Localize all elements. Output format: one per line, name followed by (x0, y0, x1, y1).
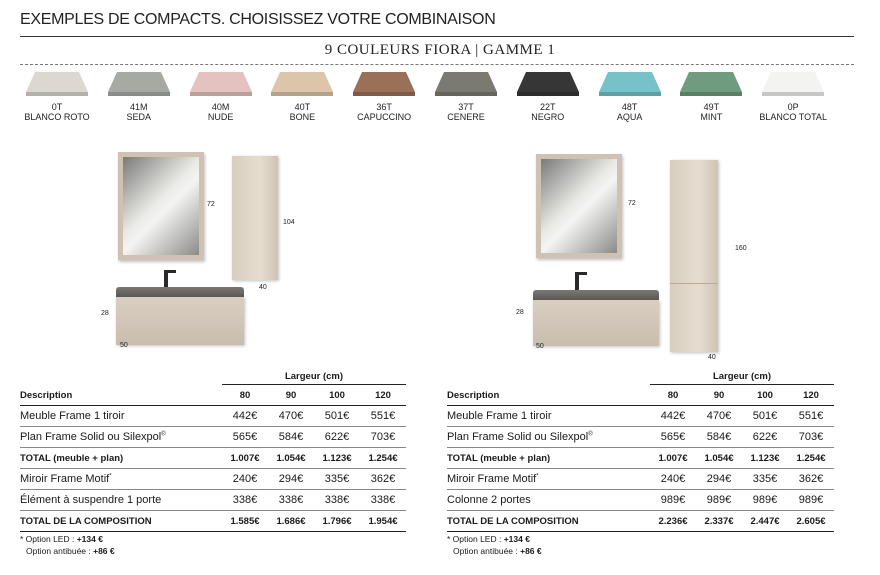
column-door-split (670, 283, 718, 284)
width-header: 100 (314, 385, 360, 406)
color-tile (189, 70, 253, 100)
color-name: AQUA (616, 112, 643, 122)
price-cell: 335€ (314, 469, 360, 490)
price-cell: 1.054€ (268, 448, 314, 469)
washbasin-image (533, 290, 659, 300)
washbasin-image (116, 287, 244, 297)
largeur-header: Largeur (cm) (712, 371, 772, 382)
color-tile (516, 70, 580, 100)
price-cell: 1.796€ (314, 511, 360, 532)
color-tile-top (762, 72, 824, 92)
price-cell: 1.123€ (742, 448, 788, 469)
price-cell: 2.605€ (788, 511, 834, 532)
price-cell: 1.007€ (650, 448, 696, 469)
price-cell: 565€ (222, 427, 268, 448)
width-header: 90 (268, 385, 314, 406)
color-swatch (261, 70, 343, 122)
color-tile (679, 70, 743, 100)
price-cell: 501€ (314, 406, 360, 427)
price-cell: 989€ (742, 490, 788, 511)
color-name: NUDE (207, 112, 234, 122)
row-label: TOTAL DE LA COMPOSITION (20, 511, 222, 532)
price-cell: 362€ (360, 469, 406, 490)
largeur-header: Largeur (cm) (284, 371, 344, 382)
price-cell: 338€ (360, 490, 406, 511)
price-cell: 989€ (788, 490, 834, 511)
row-label: Plan Frame Solid ou Silexpol® (447, 427, 650, 448)
color-tile-edge (108, 92, 170, 96)
color-code: 22T (540, 102, 556, 112)
dim-mirror-height: 72 (207, 201, 215, 208)
color-tile-edge (271, 92, 333, 96)
table-row (20, 511, 406, 532)
dim-vanity-depth: 28 (516, 309, 524, 316)
price-cell: 622€ (314, 427, 360, 448)
width-header: 80 (222, 385, 268, 406)
color-swatch (98, 70, 180, 122)
dim-mirror-height: 72 (628, 200, 636, 207)
color-name: NEGRO (531, 112, 565, 122)
color-swatch (425, 70, 507, 122)
vanity-unit-image (116, 297, 244, 345)
row-label: Meuble Frame 1 tiroir (20, 406, 222, 427)
dim-column-depth: 40 (708, 354, 716, 361)
row-label: Plan Frame Solid ou Silexpol® (20, 427, 222, 448)
row-label: TOTAL (meuble + plan) (447, 448, 650, 469)
price-cell: 2.236€ (650, 511, 696, 532)
row-label: Élément à suspendre 1 porte (20, 490, 222, 511)
color-tile (598, 70, 662, 100)
color-tile-edge (762, 92, 824, 96)
price-cell: 1.054€ (696, 448, 742, 469)
price-cell: 2.337€ (696, 511, 742, 532)
width-header: 90 (696, 385, 742, 406)
table-row (20, 490, 406, 511)
table-row (447, 448, 834, 469)
color-range-subtitle: 9 COULEURS FIORA | GAMME 1 (324, 42, 556, 58)
price-cell: 1.123€ (314, 448, 360, 469)
color-swatch (16, 70, 98, 122)
price-cell: 240€ (222, 469, 268, 490)
row-label: Miroir Frame Motif* (20, 469, 222, 490)
color-tile (352, 70, 416, 100)
hanging-cabinet-image (232, 156, 278, 280)
color-swatch (589, 70, 671, 122)
color-name: BLANCO TOTAL (759, 112, 827, 122)
price-cell: 1.585€ (222, 511, 268, 532)
faucet-spout (164, 270, 176, 273)
price-cell: 622€ (742, 427, 788, 448)
color-tile (434, 70, 498, 100)
dim-vanity-width: 50 (536, 343, 544, 350)
color-tile-edge (190, 92, 252, 96)
price-cell: 338€ (268, 490, 314, 511)
color-name: CENERE (447, 112, 485, 122)
price-cell: 470€ (268, 406, 314, 427)
width-header: 80 (650, 385, 696, 406)
color-tile (107, 70, 171, 100)
color-tile (761, 70, 825, 100)
table-row (20, 469, 406, 490)
color-code: 40T (294, 102, 311, 112)
page-title: EXEMPLES DE COMPACTS. CHOISISSEZ VOTRE COMBINAISON (20, 11, 496, 28)
mirror-image (118, 152, 204, 260)
options-note-right: * Option LED : +134 € Option antibuée : +86 € (447, 534, 542, 556)
price-table-right (447, 385, 834, 532)
row-label: Colonne 2 portes (447, 490, 650, 511)
price-cell: 551€ (788, 406, 834, 427)
width-header: 120 (360, 385, 406, 406)
color-tile-top (353, 72, 415, 92)
price-cell: 442€ (650, 406, 696, 427)
color-name: SEDA (126, 112, 152, 122)
price-cell: 1.007€ (222, 448, 268, 469)
table-row (447, 490, 834, 511)
width-header: 100 (742, 385, 788, 406)
price-cell: 240€ (650, 469, 696, 490)
column-cabinet-image (670, 160, 718, 352)
color-code: 36T (376, 102, 392, 112)
color-tile-edge (26, 92, 88, 96)
row-label: Meuble Frame 1 tiroir (447, 406, 650, 427)
description-header: Description (447, 385, 650, 406)
color-code: 0P (787, 102, 799, 112)
color-tile-top (26, 72, 88, 92)
price-cell: 362€ (788, 469, 834, 490)
vanity-unit-image (533, 300, 659, 346)
color-name: BLANCO ROTO (24, 112, 90, 122)
color-tile-top (271, 72, 333, 92)
table-row (20, 427, 406, 448)
table-row (447, 427, 834, 448)
color-tile-edge (517, 92, 579, 96)
price-cell: 501€ (742, 406, 788, 427)
color-code: 37T (458, 102, 474, 112)
price-cell: 1.686€ (268, 511, 314, 532)
color-tile-top (599, 72, 661, 92)
dim-vanity-depth: 28 (101, 310, 109, 317)
color-code: 48T (621, 102, 638, 112)
description-header: Description (20, 385, 222, 406)
title-rule (20, 36, 854, 37)
price-cell: 294€ (268, 469, 314, 490)
color-tile-edge (599, 92, 661, 96)
color-tile-edge (353, 92, 415, 96)
price-cell: 335€ (742, 469, 788, 490)
color-swatch (180, 70, 262, 122)
color-swatch (507, 70, 589, 122)
mirror-image (536, 154, 622, 258)
price-cell: 1.954€ (360, 511, 406, 532)
row-label: Miroir Frame Motif* (447, 469, 650, 490)
color-name: MINT (700, 112, 723, 122)
price-cell: 470€ (696, 406, 742, 427)
color-swatch (752, 70, 834, 122)
dim-column-height: 104 (283, 219, 295, 226)
color-code: 41M (130, 102, 148, 112)
price-table-left (20, 385, 406, 532)
faucet-spout (575, 272, 587, 275)
color-name: CAPUCCINO (357, 112, 412, 122)
color-tile-edge (435, 92, 497, 96)
color-code: 49T (703, 102, 720, 112)
color-name: BONE (289, 112, 316, 122)
options-note-left: * Option LED : +134 € Option antibuée : +86 € (20, 534, 115, 556)
color-tile (25, 70, 89, 100)
price-cell: 703€ (788, 427, 834, 448)
table-row (20, 406, 406, 427)
price-cell: 703€ (360, 427, 406, 448)
color-tile-top (108, 72, 170, 92)
dashed-divider (20, 64, 854, 65)
color-code: 40M (211, 102, 230, 112)
price-cell: 338€ (314, 490, 360, 511)
price-cell: 2.447€ (742, 511, 788, 532)
price-cell: 1.254€ (360, 448, 406, 469)
price-cell: 1.254€ (788, 448, 834, 469)
table-row (447, 511, 834, 532)
color-code: 0T (51, 102, 63, 112)
color-tile-edge (680, 92, 742, 96)
color-tile (270, 70, 334, 100)
price-cell: 584€ (268, 427, 314, 448)
price-cell: 989€ (696, 490, 742, 511)
color-tile-top (435, 72, 497, 92)
table-row (447, 406, 834, 427)
color-tile-top (517, 72, 579, 92)
faucet-image (575, 272, 579, 292)
color-swatch (670, 70, 752, 122)
dim-vanity-width: 50 (120, 342, 128, 349)
table-row (447, 469, 834, 490)
price-cell: 565€ (650, 427, 696, 448)
price-cell: 338€ (222, 490, 268, 511)
table-row (20, 448, 406, 469)
price-cell: 294€ (696, 469, 742, 490)
dim-column-depth: 40 (259, 284, 267, 291)
price-cell: 551€ (360, 406, 406, 427)
row-label: TOTAL (meuble + plan) (20, 448, 222, 469)
price-cell: 989€ (650, 490, 696, 511)
price-cell: 442€ (222, 406, 268, 427)
color-swatch (343, 70, 425, 122)
color-tile-top (680, 72, 742, 92)
dim-column-height: 160 (735, 245, 747, 252)
color-tile-top (190, 72, 252, 92)
price-cell: 584€ (696, 427, 742, 448)
row-label: TOTAL DE LA COMPOSITION (447, 511, 650, 532)
width-header: 120 (788, 385, 834, 406)
